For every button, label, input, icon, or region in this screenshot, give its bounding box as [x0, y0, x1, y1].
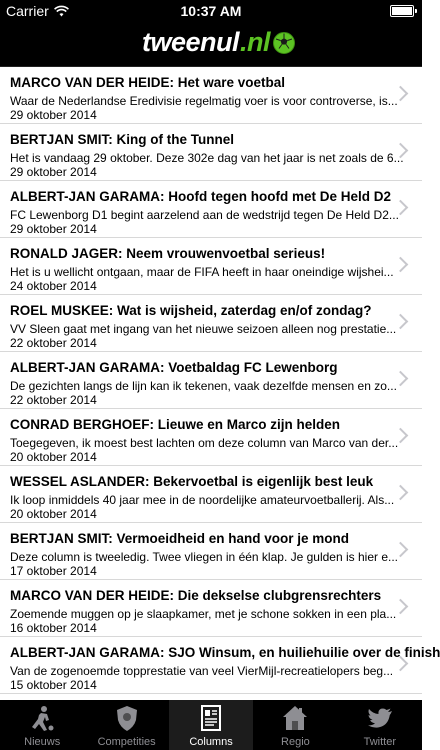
column-date: 17 oktober 2014 [10, 564, 97, 578]
column-excerpt: Van de zogenoemde topprestatie van veel VierMijl-recreatielopers beg... [10, 664, 394, 678]
tab-label: Regio [281, 736, 310, 748]
column-title: BERTJAN SMIT: Vermoeidheid en hand voor je mond [10, 531, 350, 546]
soccer-player-icon [26, 702, 58, 734]
battery-icon [390, 5, 414, 17]
column-excerpt: Het is vandaag 29 oktober. Deze 302e dag van het jaar is net zoals de 6... [10, 151, 404, 165]
tab-bar [0, 700, 422, 750]
list-item[interactable] [0, 295, 422, 352]
column-date: 29 oktober 2014 [10, 165, 97, 179]
column-date: 16 oktober 2014 [10, 621, 97, 635]
column-title: RONALD JAGER: Neem vrouwenvoetbal serieus! [10, 246, 326, 261]
chevron-right-icon [393, 257, 409, 273]
column-title: ALBERT-JAN GARAMA: Voetbaldag FC Lewenborg [10, 360, 338, 375]
column-title: ALBERT-JAN GARAMA: SJO Winsum, en huiliehuilie over de finish [10, 645, 440, 660]
column-title: BERTJAN SMIT: King of the Tunnel [10, 132, 234, 147]
tab-columns[interactable] [169, 700, 253, 750]
column-title: WESSEL ASLANDER: Bekervoetbal is eigenlijk best leuk [10, 474, 374, 489]
column-title: ALBERT-JAN GARAMA: Hoofd tegen hoofd met De Held D2 [10, 189, 391, 204]
column-date: 20 oktober 2014 [10, 450, 97, 464]
column-title: CONRAD BERGHOEF: Lieuwe en Marco zijn helden [10, 417, 341, 432]
list-item[interactable] [0, 409, 422, 466]
status-bar [0, 0, 422, 22]
column-date: 22 oktober 2014 [10, 336, 97, 350]
column-excerpt: De gezichten langs de lijn kan ik tekenen, vaak dezelfde mensen en zo... [10, 379, 397, 393]
column-date: 22 oktober 2014 [10, 393, 97, 407]
tab-label: Competities [97, 736, 156, 748]
document-icon [195, 702, 227, 734]
list-item[interactable] [0, 466, 422, 523]
tab-label: Columns [189, 736, 233, 748]
shield-icon [111, 702, 143, 734]
column-excerpt: Waar de Nederlandse Eredivisie regelmatig voer is voor controverse, is... [10, 94, 398, 108]
list-item[interactable] [0, 124, 422, 181]
chevron-right-icon [393, 485, 409, 501]
column-excerpt: VV Sleen gaat met ingang van het nieuwe seizoen alleen nog prestatie... [10, 322, 397, 336]
tab-competities[interactable] [84, 700, 168, 750]
tab-regio[interactable] [253, 700, 337, 750]
list-item[interactable] [0, 238, 422, 295]
column-excerpt: Ik loop inmiddels 40 jaar mee in de noordelijke amateurvoetballerij. Als... [10, 493, 395, 507]
nav-bar [0, 22, 422, 67]
app-logo [142, 27, 296, 58]
column-excerpt: Zoemende muggen op je slaapkamer, met je schone sokken in een pla... [10, 607, 397, 621]
column-excerpt: FC Lewenborg D1 begint aarzelend aan de wedstrijd tegen De Held D2... [10, 208, 399, 222]
house-icon [279, 702, 311, 734]
column-date: 15 oktober 2014 [10, 678, 97, 692]
list-item[interactable] [0, 352, 422, 409]
list-item[interactable] [0, 67, 422, 124]
tab-label: Nieuws [24, 736, 61, 748]
column-list[interactable] [0, 67, 440, 700]
column-date: 29 oktober 2014 [10, 108, 97, 122]
column-title: MARCO VAN DER HEIDE: Het ware voetbal [10, 75, 286, 90]
battery-fill [392, 7, 412, 15]
list-item[interactable] [0, 580, 422, 637]
list-item[interactable] [0, 523, 422, 580]
column-title: ROEL MUSKEE: Wat is wijsheid, zaterdag en/of zondag? [10, 303, 372, 318]
status-time: 10:37 AM [180, 3, 242, 19]
column-excerpt: Toegegeven, ik moest best lachten om deze column van Marco van der... [10, 436, 399, 450]
column-date: 20 oktober 2014 [10, 507, 97, 521]
tab-label: Twitter [363, 736, 397, 748]
list-item[interactable] [0, 637, 440, 694]
tab-nieuws[interactable] [0, 700, 84, 750]
logo-text: tweenul [142, 27, 240, 57]
column-excerpt: Het is u wellicht ontgaan, maar de FIFA heeft in haar oneindige wijshei... [10, 265, 394, 279]
logo-suffix: .nl [240, 27, 271, 57]
bird-icon [364, 702, 396, 734]
carrier-label: Carrier [6, 3, 49, 19]
soccer-ball-icon [272, 31, 296, 55]
column-date: 24 oktober 2014 [10, 279, 97, 293]
column-date: 29 oktober 2014 [10, 222, 97, 236]
column-excerpt: Deze column is tweeledig. Twee vliegen in één klap. Je gulden is hier e... [10, 550, 399, 564]
column-title: MARCO VAN DER HEIDE: Die dekselse clubgrensrechters [10, 588, 382, 603]
tab-twitter[interactable] [338, 700, 422, 750]
list-item[interactable] [0, 181, 422, 238]
